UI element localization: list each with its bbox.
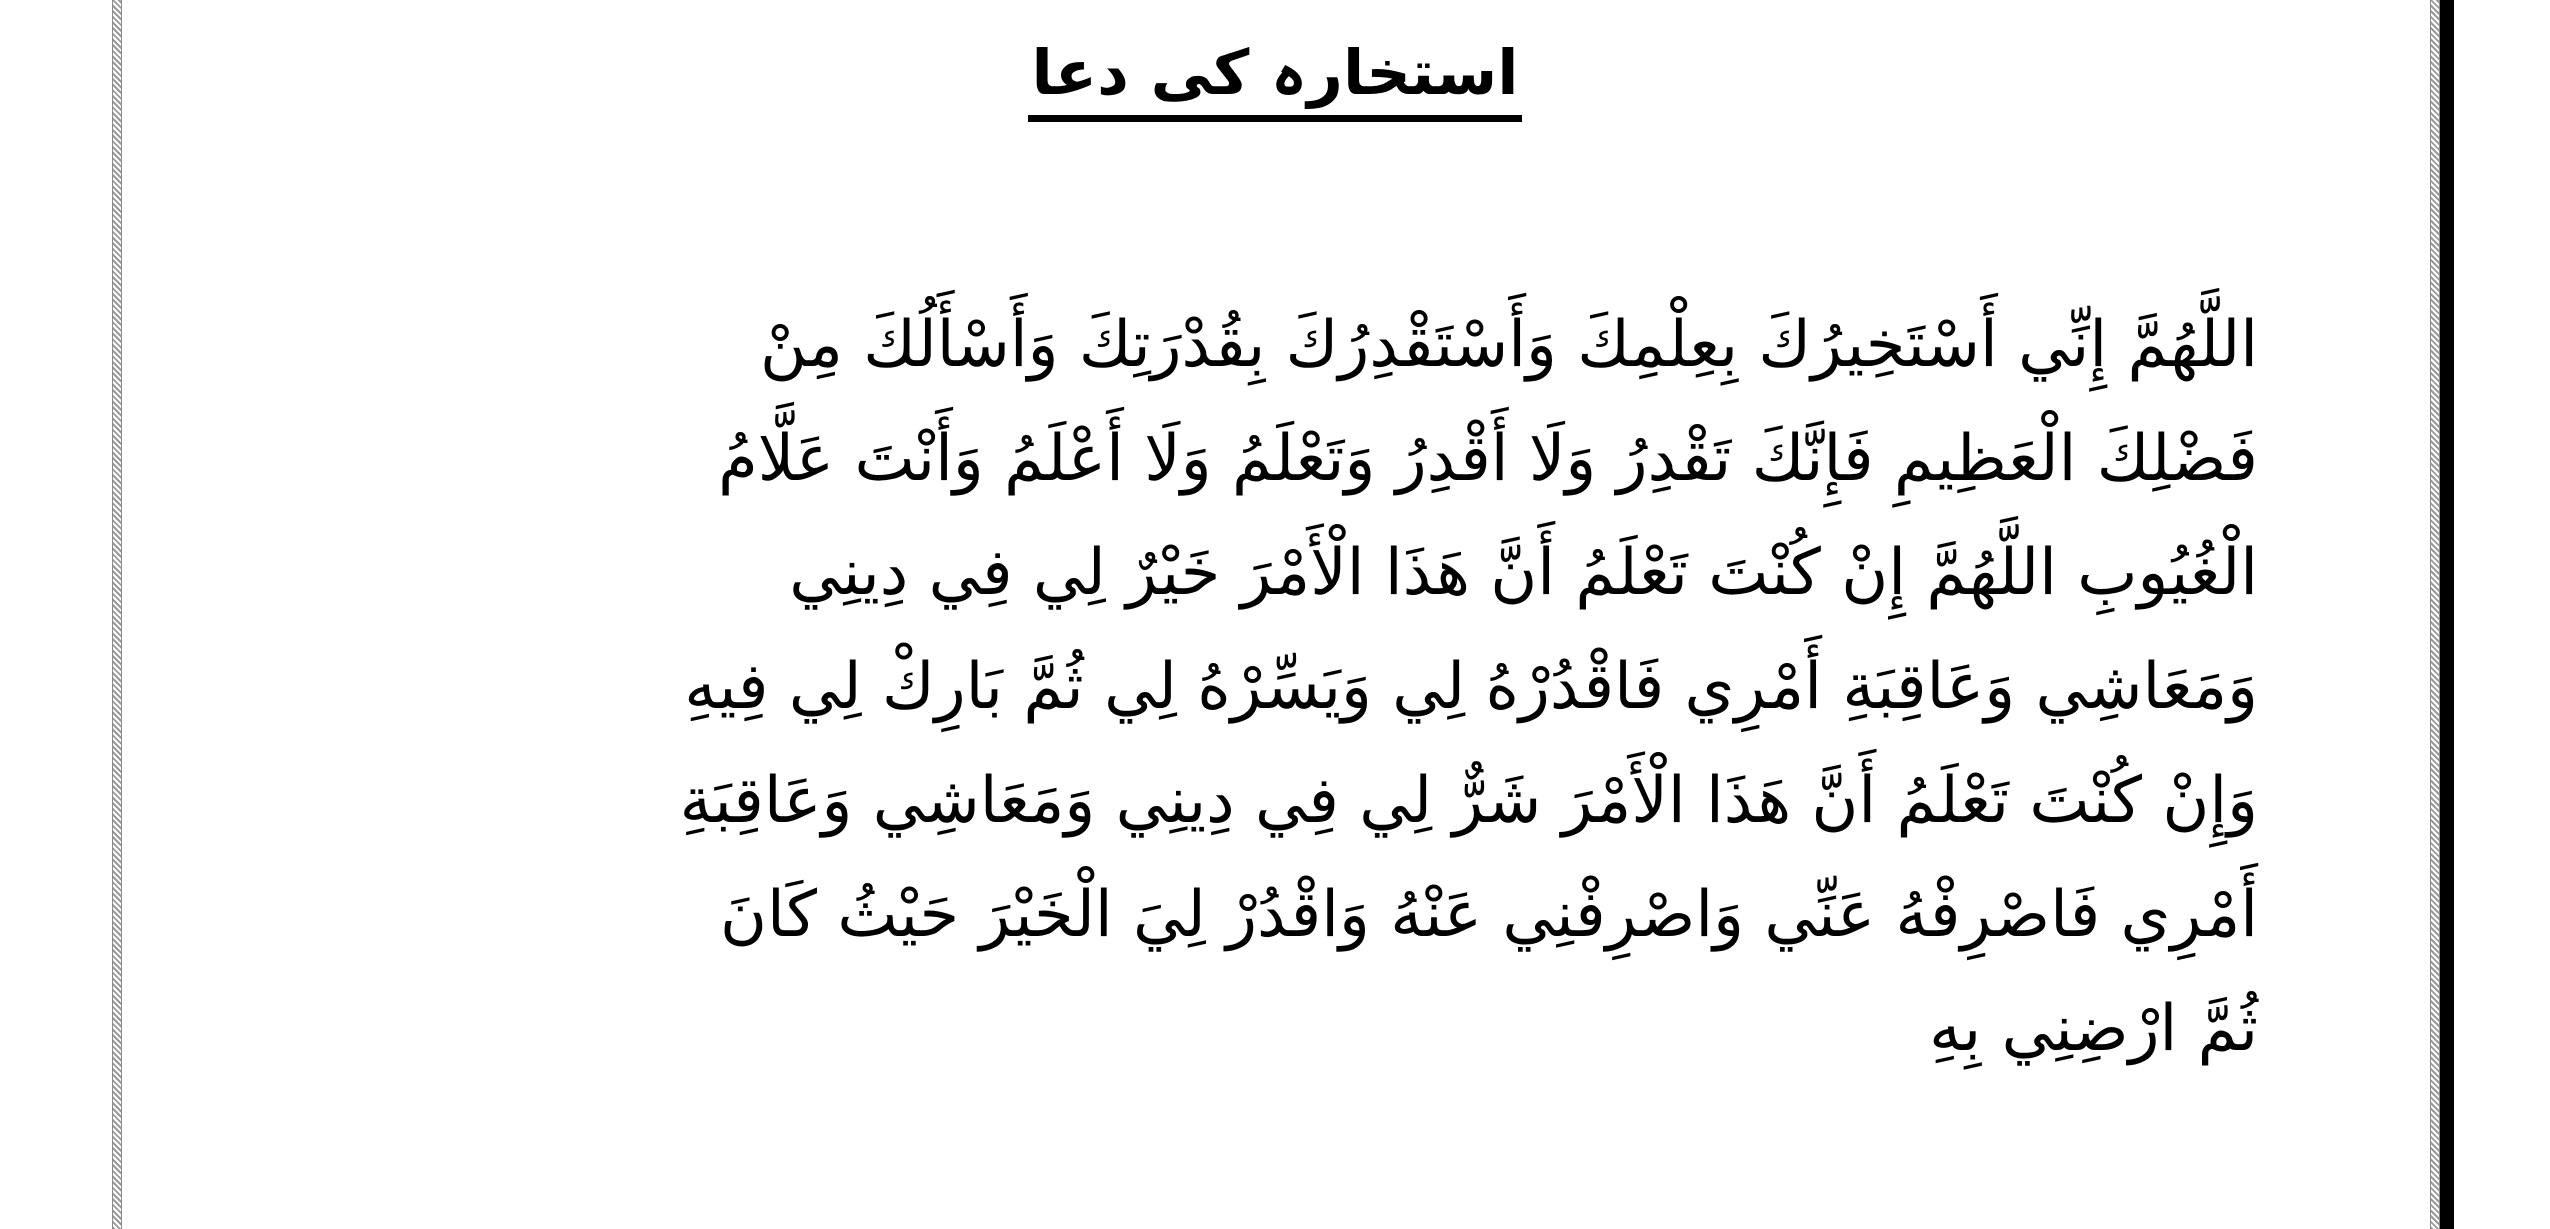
dua-line-7: ثُمَّ ارْضِنِي بِهِ xyxy=(1929,992,2258,1066)
page-shadow-right xyxy=(2440,0,2454,1229)
dua-line-3: الْغُيُوبِ اللَّهُمَّ إِنْ كُنْتَ تَعْلَمُ أَنَّ هَذَا الْأَمْرَ خَيْرٌ لِي فِي دِينِي xyxy=(789,536,2258,610)
dua-line-1: اللَّهُمَّ إِنِّي أَسْتَخِيرُكَ بِعِلْمِكَ وَأَسْتَقْدِرُكَ بِقُدْرَتِكَ وَأَسْأَلُكَ مِنْ xyxy=(759,308,2258,382)
dua-line-4: وَمَعَاشِي وَعَاقِبَةِ أَمْرِي فَاقْدُرْهُ لِي وَيَسِّرْهُ لِي ثُمَّ بَارِكْ لِي فِيهِ xyxy=(684,650,2258,724)
dua-line-6: أَمْرِي فَاصْرِفْهُ عَنِّي وَاصْرِفْنِي عَنْهُ وَاقْدُرْ لِيَ الْخَيْرَ حَيْثُ كَانَ xyxy=(720,878,2258,952)
page-border-right xyxy=(2430,0,2440,1229)
dua-line-2: فَضْلِكَ الْعَظِيمِ فَإِنَّكَ تَقْدِرُ وَلَا أَقْدِرُ وَتَعْلَمُ وَلَا أَعْلَمُ وَأَنْتَ عَلَّامُ xyxy=(718,422,2258,496)
dua-line-5: وَإِنْ كُنْتَ تَعْلَمُ أَنَّ هَذَا الْأَمْرَ شَرٌّ لِي فِي دِينِي وَمَعَاشِي وَعَاقِبَةِ xyxy=(679,764,2258,838)
dua-text xyxy=(278,288,2258,1086)
page-title: استخارہ کی دعا xyxy=(1028,31,1523,122)
page-border-left xyxy=(112,0,122,1229)
page-title-container xyxy=(0,28,2550,122)
